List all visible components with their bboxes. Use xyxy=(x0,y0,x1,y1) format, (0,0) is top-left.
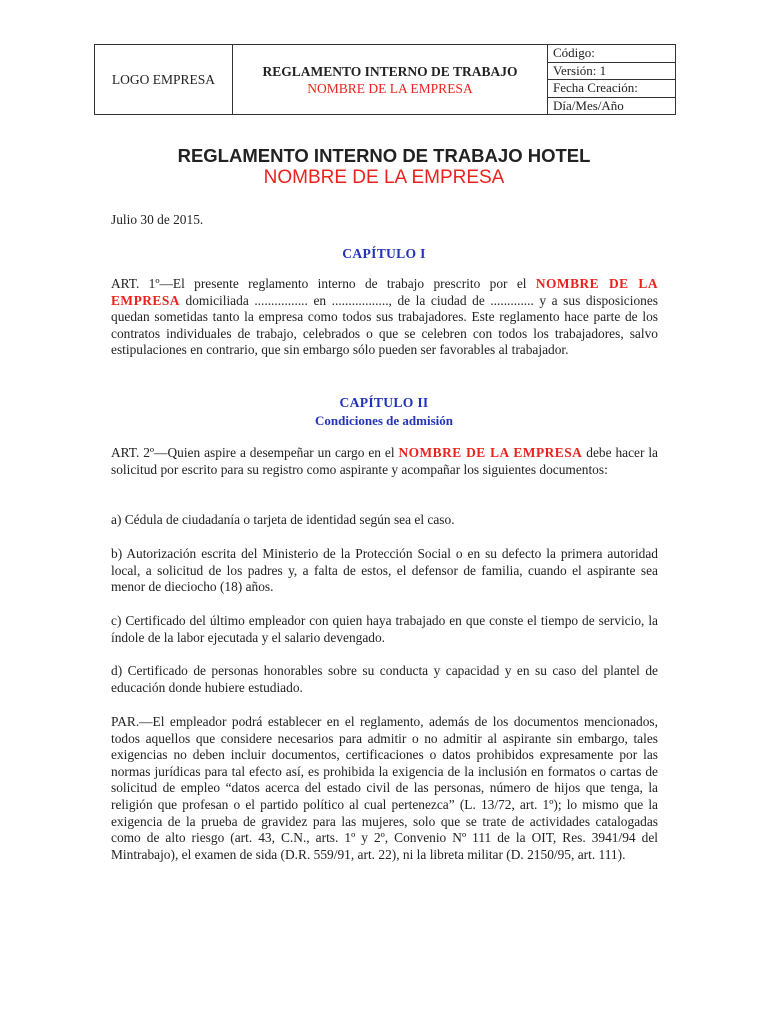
meta-code: Código: xyxy=(548,45,675,63)
list-item-c: c) Certificado del último empleador con quien haya trabajado en que conste el tiempo de servicio, la índole de la labor ejecutada y el salario devengado. xyxy=(111,613,658,645)
article-2 xyxy=(111,445,658,478)
header-meta-cell xyxy=(548,45,676,115)
article-2-prefix: ART. 2º—Quien aspire a desempeñar un cargo en el xyxy=(111,445,399,460)
document-date: Julio 30 de 2015. xyxy=(111,212,204,227)
header-title: REGLAMENTO INTERNO DE TRABAJO xyxy=(262,63,518,79)
chapter-2-heading: CAPÍTULO II xyxy=(339,395,429,410)
document-title: REGLAMENTO INTERNO DE TRABAJO HOTEL xyxy=(177,145,591,166)
article-2-company: NOMBRE DE LA EMPRESA xyxy=(398,445,583,460)
paragraph-par: PAR.—El empleador podrá establecer en el reglamento, además de los documentos mencionados, todos aquellos que considere necesarios para admitir o no admitir al aspirante sin embargo, tales exigencias no deben incluir documentos, certificaciones o datos prohibidos expresamente por las normas jurídicas para tal efecto así, es prohibida la exigencia de la inclusión en formatos o cartas de solicitud de empleo “datos acerca del estado civil de las personas, número de hijos que tenga, la religión que profesan o el partido político al cual pertenezca” (L. 13/72, art. 1º); lo mismo que la exigencia de la prueba de gravidez para las mujeres, solo que se trate de actividades catalogadas como de alto riesgo (art. 43, C.N., arts. 1º y 2º, Convenio Nº 111 de la OIT, Res. 3941/94 del Mintrabajo), el examen de sida (D.R. 559/91, art. 22), ni la libreta militar (D. 2150/95, art. 111). xyxy=(111,714,658,862)
article-1-company: NOMBRE DE LA EMPRESA xyxy=(111,276,658,308)
article-1-text: domiciliada ................ en ................., de la ciudad de ............. y a sus disposiciones quedan sometidas tanto la empresa como todos sus trabajadores. Este reglamento hace parte de los contratos individuales de trabajo, celebrados o que se celebren con todos los trabajadores, salvo estipulaciones en contrario, que sin embargo sólo pueden ser favorables al trabajador. xyxy=(111,292,658,358)
document-subtitle: NOMBRE DE LA EMPRESA xyxy=(263,167,505,188)
list-item-a: a) Cédula de ciudadanía o tarjeta de identidad según sea el caso. xyxy=(111,512,455,527)
header-title-cell xyxy=(233,45,548,115)
list-item-b: b) Autorización escrita del Ministerio de la Protección Social o en su defecto la primera autoridad local, a solicitud de los padres y, a falta de estos, el defensor de familia, cuando el aspirante sea menor de dieciocho (18) años. xyxy=(111,546,658,595)
header-company: NOMBRE DE LA EMPRESA xyxy=(307,80,473,96)
header-table xyxy=(94,44,676,115)
meta-created-label: Fecha Creación: xyxy=(548,80,675,98)
chapter-2-subheading: Condiciones de admisión xyxy=(315,413,453,428)
list-item-d: d) Certificado de personas honorables sobre su conducta y capacidad y en su caso del plantel de educación donde hubiere estudiado. xyxy=(111,663,658,695)
article-1-prefix: ART. 1º—El presente reglamento interno de trabajo prescrito por el xyxy=(111,276,536,291)
article-2-text: debe hacer la solicitud por escrito para su registro como aspirante y acompañar los siguientes documentos: xyxy=(111,445,658,477)
meta-created-date: Día/Mes/Año xyxy=(553,97,624,113)
meta-version: Versión: 1 xyxy=(548,63,675,81)
chapter-1-heading: CAPÍTULO I xyxy=(342,246,426,261)
article-1 xyxy=(111,276,658,359)
logo-placeholder: LOGO EMPRESA xyxy=(95,45,233,115)
